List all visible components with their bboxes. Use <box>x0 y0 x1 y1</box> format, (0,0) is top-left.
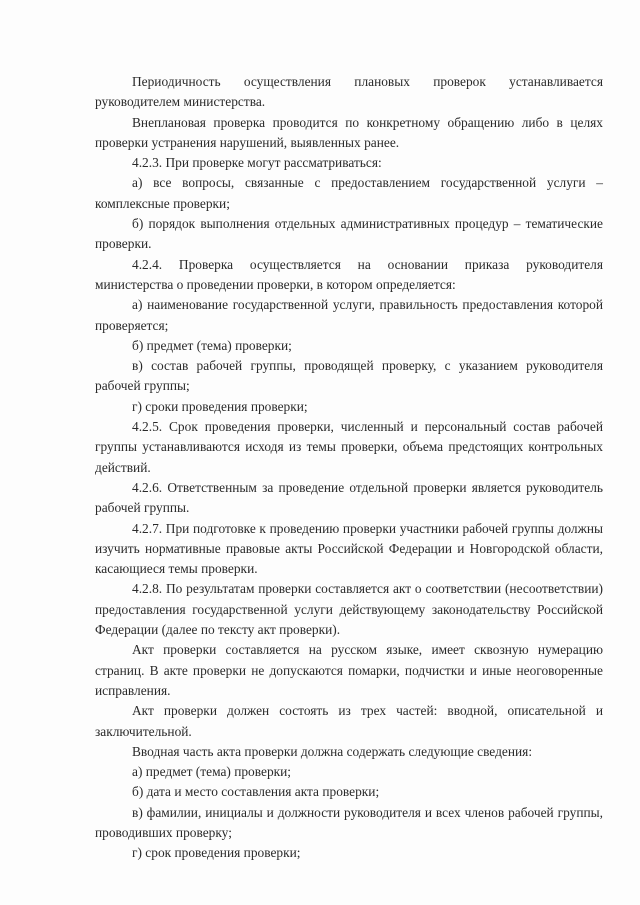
list-item: а) наименование государственной услуги, правильность предоставления которой проверяется; <box>95 297 603 333</box>
document-body <box>95 72 603 864</box>
list-item: в) состав рабочей группы, проводящей проверку, с указанием руководителя рабочей группы; <box>95 358 603 394</box>
paragraph: Акт проверки составляется на русском языке, имеет сквозную нумерацию страниц. В акте проверки не допускаются помарки, подчистки и иные неоговоренные исправления. <box>95 642 603 698</box>
list-item: б) предмет (тема) проверки; <box>132 337 292 353</box>
list-item: а) все вопросы, связанные с предоставлением государственной услуги – комплексные проверки; <box>95 175 603 211</box>
paragraph: 4.2.6. Ответственным за проведение отдельной проверки является руководитель рабочей группы. <box>95 479 603 516</box>
paragraph: 4.2.3. При проверке могут рассматриваться: <box>132 155 382 171</box>
paragraph: Акт проверки должен состоять из трех частей: вводной, описательной и заключительной. <box>95 703 603 739</box>
paragraph: Вводная часть акта проверки должна содержать следующие сведения: <box>132 743 533 759</box>
list-item: г) сроки проведения проверки; <box>132 398 308 414</box>
list-item: в) фамилии, инициалы и должности руководителя и всех членов рабочей группы, проводивших проверку; <box>95 804 603 840</box>
paragraph: Внеплановая проверка проводится по конкретному обращению либо в целях проверки устранения нарушений, выявленных ранее. <box>95 114 603 150</box>
paragraph: 4.2.7. При подготовке к проведению проверки участники рабочей группы должны изучить нормативные правовые акты Российской Федерации и Новгородской области, касающиеся темы проверки. <box>95 520 603 577</box>
paragraph: 4.2.8. По результатам проверки составляется акт о соответствии (несоответствии) предоставления государственной услуги действующему законодательству Российской Федерации (далее по тексту акт проверки). <box>95 581 603 638</box>
paragraph: Периодичность осуществления плановых проверок устанавливается руководителем министерства. <box>95 74 603 110</box>
paragraph: 4.2.5. Срок проведения проверки, численный и персональный состав рабочей группы устанавливаются исходя из темы проверки, объема предстоящих контрольных действий. <box>95 419 603 475</box>
list-item: г) срок проведения проверки; <box>132 845 301 861</box>
list-item: б) порядок выполнения отдельных административных процедур – тематические проверки. <box>95 216 603 252</box>
list-item: б) дата и место составления акта проверки; <box>132 784 380 800</box>
list-item: а) предмет (тема) проверки; <box>132 764 292 780</box>
paragraph: 4.2.4. Проверка осуществляется на основании приказа руководителя министерства о проведении проверки, в котором определяется: <box>95 256 603 292</box>
